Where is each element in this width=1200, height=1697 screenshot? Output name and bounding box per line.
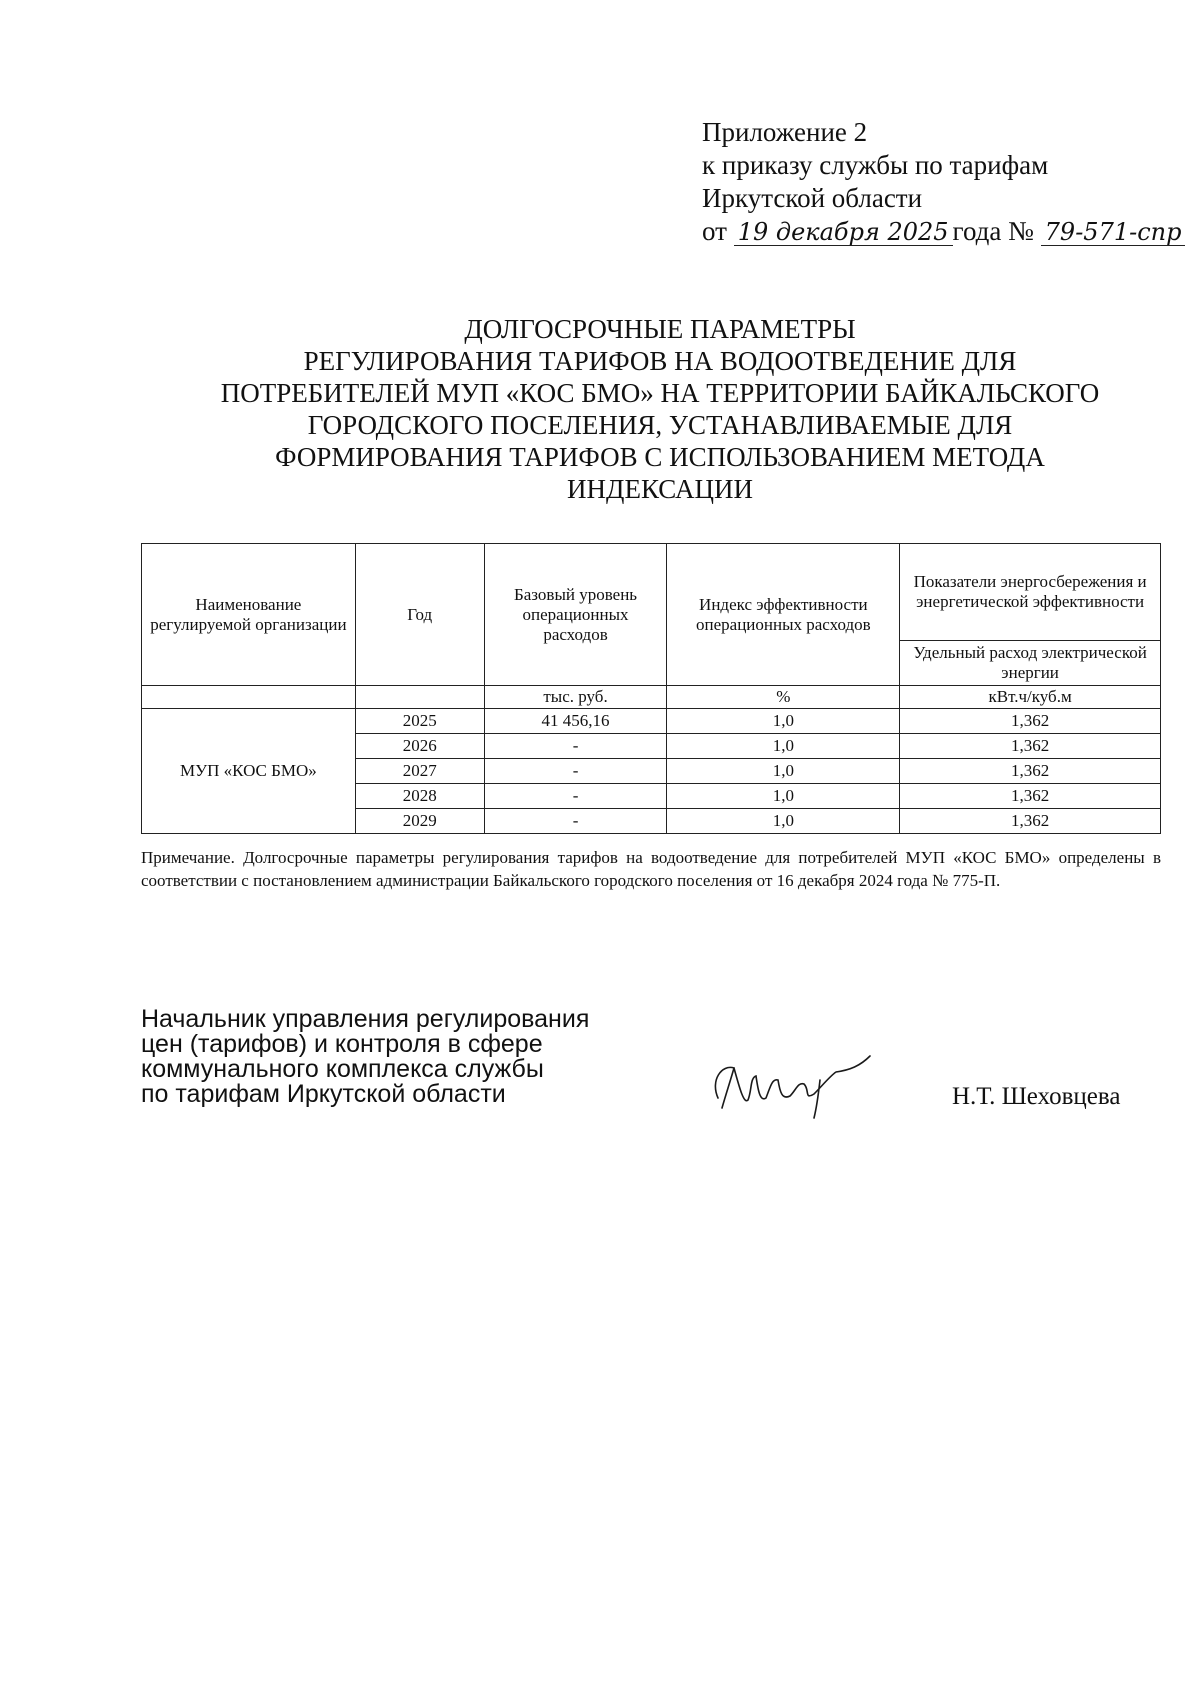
year-cell: 2025 (355, 709, 484, 734)
appendix-line-1: Приложение 2 (702, 117, 868, 147)
base-cell: - (484, 759, 667, 784)
title-line-6: ИНДЕКСАЦИИ (567, 474, 753, 504)
energy-cell: 1,362 (900, 809, 1161, 834)
signatory-position (141, 1007, 589, 1107)
appendix-line-2: к приказу службы по тарифам (702, 150, 1049, 180)
energy-cell: 1,362 (900, 709, 1161, 734)
year-cell: 2029 (355, 809, 484, 834)
energy-cell: 1,362 (900, 759, 1161, 784)
index-cell: 1,0 (667, 784, 900, 809)
title-line-2: РЕГУЛИРОВАНИЯ ТАРИФОВ НА ВОДООТВЕДЕНИЕ ДЛЯ (303, 346, 1017, 376)
position-line-1: Начальник управления регулирования (141, 1005, 590, 1033)
index-cell: 1,0 (667, 709, 900, 734)
base-cell: - (484, 809, 667, 834)
year-cell: 2027 (355, 759, 484, 784)
header-energy-sub: Удельный расход электрической энергии (900, 641, 1161, 686)
handwritten-date: 19 декабря 2025 (734, 219, 953, 246)
table-row (142, 709, 1161, 734)
year-cell: 2026 (355, 734, 484, 759)
title-line-3: ПОТРЕБИТЕЛЕЙ МУП «КОС БМО» НА ТЕРРИТОРИИ БАЙКАЛЬСКОГО (220, 378, 1100, 408)
appendix-header (702, 116, 1185, 248)
appendix-date-line (702, 215, 1185, 248)
header-index: Индекс эффективности операционных расходов (667, 544, 900, 686)
unit-org-empty (142, 686, 356, 709)
signatory-name: Н.Т. Шеховцева (952, 1083, 1121, 1110)
appendix-line-3: Иркутской области (702, 183, 923, 213)
handwritten-signature (700, 1050, 910, 1120)
unit-base: тыс. руб. (484, 686, 667, 709)
date-prefix: от (702, 216, 727, 246)
index-cell: 1,0 (667, 759, 900, 784)
year-cell: 2028 (355, 784, 484, 809)
position-line-3: коммунального комплекса службы (141, 1055, 544, 1083)
handwritten-number: 79-571-спр (1041, 219, 1186, 246)
org-name-cell: МУП «КОС БМО» (142, 709, 356, 834)
index-cell: 1,0 (667, 734, 900, 759)
energy-cell: 1,362 (900, 784, 1161, 809)
energy-cell: 1,362 (900, 734, 1161, 759)
index-cell: 1,0 (667, 809, 900, 834)
title-line-1: ДОЛГОСРОЧНЫЕ ПАРАМЕТРЫ (464, 314, 856, 344)
position-line-2: цен (тарифов) и контроля в сфере (141, 1030, 543, 1058)
title-line-4: ГОРОДСКОГО ПОСЕЛЕНИЯ, УСТАНАВЛИВАЕМЫЕ ДЛЯ (307, 410, 1013, 440)
date-suffix: года № (952, 216, 1034, 246)
header-year: Год (355, 544, 484, 686)
document-title (160, 313, 1160, 505)
base-cell: - (484, 784, 667, 809)
title-line-5: ФОРМИРОВАНИЯ ТАРИФОВ С ИСПОЛЬЗОВАНИЕМ МЕТОДА (275, 442, 1045, 472)
base-cell: 41 456,16 (484, 709, 667, 734)
unit-index: % (667, 686, 900, 709)
header-base: Базовый уровень операционных расходов (484, 544, 667, 686)
table-note: Примечание. Долгосрочные параметры регулирования тарифов на водоотведение для потребителей МУП «КОС БМО» определены в соответствии с постановлением администрации Байкальского городского поселения от 16 декабря 2024 года № 775-П. (141, 848, 1161, 890)
base-cell: - (484, 734, 667, 759)
header-energy-group: Показатели энергосбережения и энергетической эффективности (900, 544, 1161, 641)
parameters-table (141, 543, 1161, 834)
position-line-4: по тарифам Иркутской области (141, 1080, 506, 1108)
unit-year-empty (355, 686, 484, 709)
header-org: Наименование регулируемой организации (142, 544, 356, 686)
unit-energy: кВт.ч/куб.м (900, 686, 1161, 709)
